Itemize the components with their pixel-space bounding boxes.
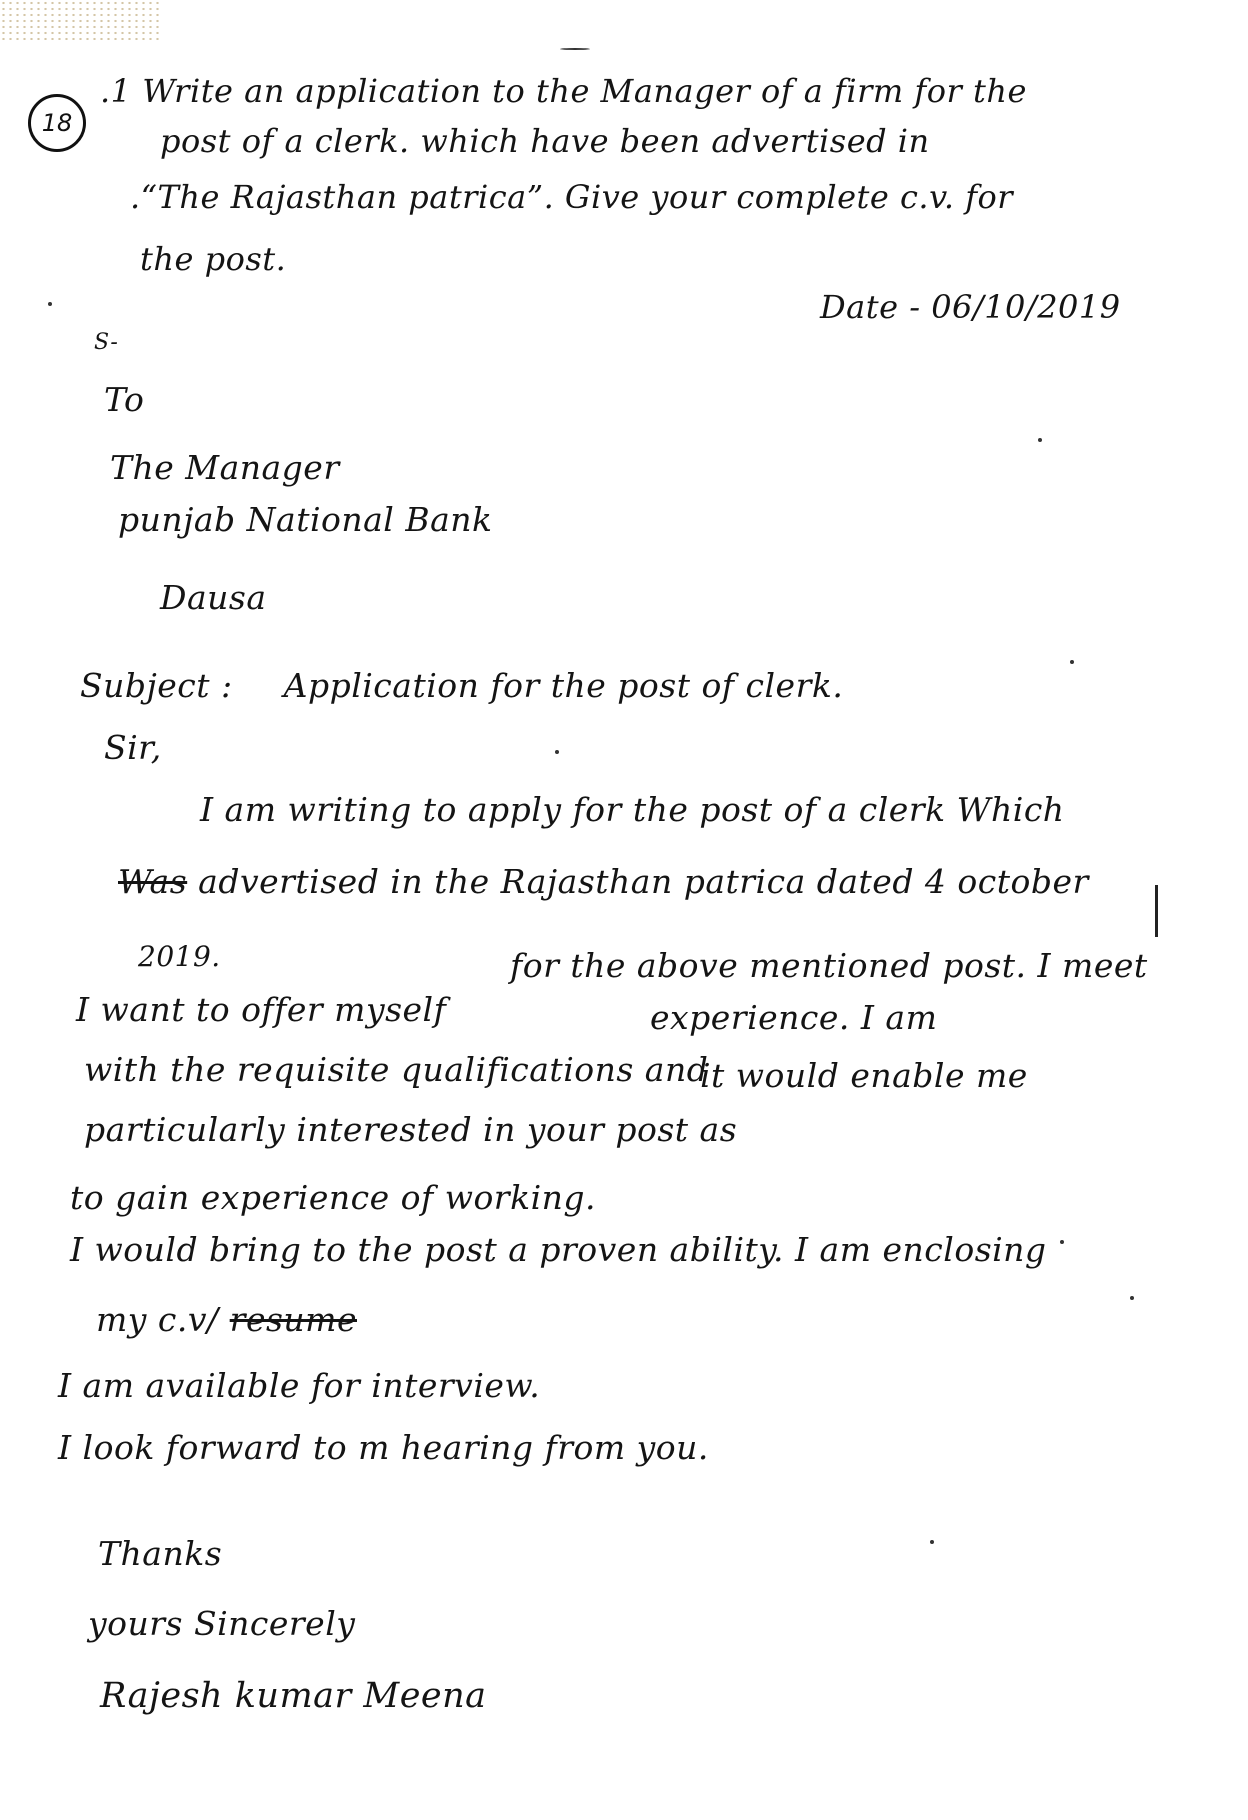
cv-word: my c.v/ — [96, 1300, 219, 1339]
closing-thanks: Thanks — [98, 1534, 223, 1573]
body-line-5b: it would enable me — [700, 1056, 1028, 1095]
address-city: Dausa — [160, 578, 267, 617]
address-recipient: The Manager — [110, 448, 340, 487]
question-line-2: post of a clerk. which have been advertised in — [160, 122, 930, 160]
question-line-1 — [100, 72, 1027, 110]
subject-line — [80, 666, 843, 705]
body-line-2-text: advertised in the Rajasthan patrica dated 4 october — [198, 862, 1089, 901]
body-line-4b: experience. I am — [650, 998, 938, 1037]
body-line-11: I look forward to m hearing from you. — [58, 1428, 709, 1467]
body-line-9 — [96, 1300, 357, 1339]
question-number-circle — [28, 94, 86, 152]
body-line-2 — [118, 862, 1089, 901]
paper-texture — [0, 0, 160, 40]
question-line-3: .“The Rajasthan patrica”. Give your complete c.v. for — [130, 178, 1014, 216]
speck — [1038, 438, 1042, 442]
salutation: Sir, — [104, 728, 162, 767]
margin-mark — [1155, 885, 1158, 937]
address-to: To — [104, 380, 145, 419]
subject-text: Application for the post of clerk. — [283, 666, 844, 705]
speck — [1130, 1296, 1134, 1300]
body-line-10: I am available for interview. — [58, 1366, 541, 1405]
body-line-3b: for the above mentioned post. I meet — [510, 946, 1148, 985]
body-line-5: with the requisite qualifications and — [84, 1050, 709, 1089]
body-line-7: to gain experience of working. — [70, 1178, 597, 1217]
struck-word-was: Was — [118, 862, 188, 901]
question-text-1: Write an application to the Manager of a firm for the — [142, 72, 1027, 110]
speck — [930, 1540, 934, 1544]
address-organization: punjab National Bank — [118, 500, 493, 539]
question-prefix: .1 — [100, 72, 132, 110]
body-line-4: I want to offer myself — [76, 990, 447, 1029]
body-line-1: I am writing to apply for the post of a clerk Which — [200, 790, 1065, 829]
question-line-4: the post. — [140, 240, 287, 278]
answer-marker: S- — [94, 330, 119, 355]
letter-date: Date - 06/10/2019 — [820, 288, 1121, 326]
body-line-6: particularly interested in your post as — [84, 1110, 738, 1149]
body-line-8: I would bring to the post a proven ability. I am enclosing — [70, 1230, 1047, 1269]
speck — [1070, 660, 1074, 664]
struck-word-resume: resume — [229, 1300, 357, 1339]
signature-name: Rajesh kumar Meena — [100, 1676, 487, 1716]
speck — [48, 302, 52, 306]
speck — [1060, 1240, 1064, 1244]
subject-label: Subject : — [80, 666, 233, 705]
body-line-3: 2019. — [138, 940, 221, 973]
speck — [555, 750, 559, 754]
question-number: 18 — [41, 109, 73, 137]
closing-signoff: yours Sincerely — [88, 1604, 356, 1643]
pen-mark — [560, 48, 590, 50]
